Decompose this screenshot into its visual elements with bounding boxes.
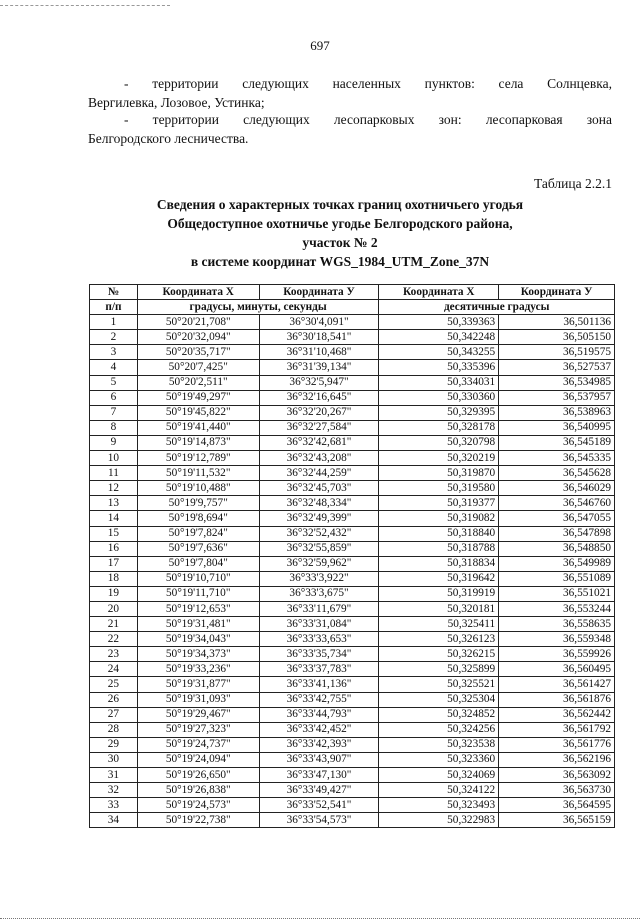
cell-x-dms: 50°20'35,717" [137, 345, 259, 360]
cell-y-dec: 36,501136 [499, 315, 615, 330]
cell-x-dms: 50°19'8,694" [137, 511, 259, 526]
header-x-dec: Координата X [379, 285, 499, 300]
cell-x-dms: 50°19'11,532" [137, 466, 259, 481]
cell-x-dms: 50°19'7,804" [137, 556, 259, 571]
cell-y-dms: 36°33'49,427" [259, 783, 379, 798]
cell-num: 6 [90, 390, 138, 405]
table-row [90, 768, 615, 783]
paragraph-line: Белгородского лесничества. [88, 131, 249, 146]
cell-y-dec: 36,563092 [499, 768, 615, 783]
cell-num: 32 [90, 783, 138, 798]
cell-x-dec: 50,323493 [379, 798, 499, 813]
coordinates-table [89, 284, 615, 828]
cell-y-dms: 36°33'43,907" [259, 752, 379, 767]
cell-y-dec: 36,537957 [499, 390, 615, 405]
cell-x-dms: 50°19'31,877" [137, 677, 259, 692]
paragraph-line: Вергилевка, Лозовое, Устинка; [88, 95, 265, 110]
paragraph-line: - территории следующих населенных пунктов: села Солнцевка, [124, 76, 612, 91]
cell-y-dms: 36°33'11,679" [259, 601, 379, 616]
cell-x-dec: 50,324069 [379, 768, 499, 783]
cell-x-dms: 50°19'49,297" [137, 390, 259, 405]
cell-y-dec: 36,549989 [499, 556, 615, 571]
header-num: № [90, 285, 138, 300]
paragraph-forest-zones [88, 110, 612, 148]
cell-y-dms: 36°31'39,134" [259, 360, 379, 375]
cell-y-dec: 36,563730 [499, 783, 615, 798]
cell-y-dec: 36,560495 [499, 662, 615, 677]
cell-num: 28 [90, 722, 138, 737]
cell-y-dms: 36°32'44,259" [259, 466, 379, 481]
cell-x-dms: 50°19'7,824" [137, 526, 259, 541]
cell-x-dec: 50,319082 [379, 511, 499, 526]
header-units-dec: десятичные градусы [379, 300, 615, 315]
cell-y-dms: 36°33'3,675" [259, 586, 379, 601]
cell-y-dec: 36,559926 [499, 647, 615, 662]
cell-x-dec: 50,324122 [379, 783, 499, 798]
table-row [90, 813, 615, 828]
cell-y-dms: 36°33'52,541" [259, 798, 379, 813]
cell-x-dec: 50,320219 [379, 451, 499, 466]
cell-num: 15 [90, 526, 138, 541]
cell-y-dec: 36,559348 [499, 632, 615, 647]
table-row [90, 541, 615, 556]
cell-y-dms: 36°32'55,859" [259, 541, 379, 556]
table-row [90, 707, 615, 722]
cell-y-dms: 36°33'41,136" [259, 677, 379, 692]
cell-num: 4 [90, 360, 138, 375]
cell-x-dms: 50°19'24,573" [137, 798, 259, 813]
cell-num: 10 [90, 451, 138, 466]
table-row [90, 662, 615, 677]
cell-x-dec: 50,326215 [379, 647, 499, 662]
cell-y-dec: 36,562196 [499, 752, 615, 767]
cell-num: 14 [90, 511, 138, 526]
cell-x-dec: 50,318834 [379, 556, 499, 571]
cell-y-dms: 36°32'5,947" [259, 375, 379, 390]
cell-num: 23 [90, 647, 138, 662]
cell-x-dms: 50°19'34,373" [137, 647, 259, 662]
cell-x-dms: 50°19'26,838" [137, 783, 259, 798]
header-units-dms: градусы, минуты, секунды [137, 300, 379, 315]
cell-y-dec: 36,548850 [499, 541, 615, 556]
cell-num: 1 [90, 315, 138, 330]
table-row [90, 315, 615, 330]
cell-x-dec: 50,324256 [379, 722, 499, 737]
cell-y-dec: 36,561427 [499, 677, 615, 692]
table-row [90, 405, 615, 420]
cell-y-dms: 36°32'16,645" [259, 390, 379, 405]
cell-x-dec: 50,329395 [379, 405, 499, 420]
cell-x-dms: 50°19'31,093" [137, 692, 259, 707]
cell-x-dec: 50,319580 [379, 481, 499, 496]
cell-x-dms: 50°19'24,737" [137, 737, 259, 752]
cell-y-dec: 36,561876 [499, 692, 615, 707]
table-row [90, 526, 615, 541]
cell-y-dms: 36°33'54,573" [259, 813, 379, 828]
cell-num: 2 [90, 330, 138, 345]
cell-x-dms: 50°19'31,481" [137, 617, 259, 632]
cell-x-dec: 50,325304 [379, 692, 499, 707]
header-x-dms: Координата X [137, 285, 259, 300]
cell-x-dec: 50,328178 [379, 420, 499, 435]
cell-x-dec: 50,342248 [379, 330, 499, 345]
table-row [90, 677, 615, 692]
table-row [90, 375, 615, 390]
cell-x-dms: 50°19'10,488" [137, 481, 259, 496]
cell-x-dms: 50°19'22,738" [137, 813, 259, 828]
table-row [90, 617, 615, 632]
cell-x-dms: 50°19'9,757" [137, 496, 259, 511]
cell-y-dec: 36,547898 [499, 526, 615, 541]
cell-x-dec: 50,325521 [379, 677, 499, 692]
cell-x-dms: 50°20'2,511" [137, 375, 259, 390]
table-row [90, 556, 615, 571]
table-row [90, 466, 615, 481]
cell-num: 19 [90, 586, 138, 601]
cell-x-dec: 50,335396 [379, 360, 499, 375]
cell-num: 5 [90, 375, 138, 390]
cell-x-dec: 50,319377 [379, 496, 499, 511]
cell-num: 34 [90, 813, 138, 828]
table-label: Таблица 2.2.1 [534, 176, 612, 191]
table-row [90, 360, 615, 375]
cell-x-dms: 50°19'24,094" [137, 752, 259, 767]
cell-y-dec: 36,565159 [499, 813, 615, 828]
cell-x-dms: 50°19'33,236" [137, 662, 259, 677]
cell-y-dec: 36,540995 [499, 420, 615, 435]
table-row [90, 586, 615, 601]
cell-y-dec: 36,545628 [499, 466, 615, 481]
cell-y-dec: 36,558635 [499, 617, 615, 632]
cell-num: 25 [90, 677, 138, 692]
cell-num: 24 [90, 662, 138, 677]
cell-y-dms: 36°33'37,783" [259, 662, 379, 677]
cell-num: 29 [90, 737, 138, 752]
cell-y-dec: 36,538963 [499, 405, 615, 420]
cell-x-dec: 50,339363 [379, 315, 499, 330]
cell-y-dms: 36°32'27,584" [259, 420, 379, 435]
table-row [90, 390, 615, 405]
cell-num: 27 [90, 707, 138, 722]
cell-x-dec: 50,323538 [379, 737, 499, 752]
cell-x-dms: 50°19'10,710" [137, 571, 259, 586]
cell-x-dec: 50,320181 [379, 601, 499, 616]
cell-y-dec: 36,562442 [499, 707, 615, 722]
cell-num: 18 [90, 571, 138, 586]
table-row [90, 601, 615, 616]
cell-y-dec: 36,551021 [499, 586, 615, 601]
heading-line: Сведения о характерных точках границ охотничьего угодья [156, 197, 524, 212]
cell-num: 3 [90, 345, 138, 360]
cell-x-dec: 50,323360 [379, 752, 499, 767]
cell-x-dec: 50,325899 [379, 662, 499, 677]
cell-x-dms: 50°19'26,650" [137, 768, 259, 783]
heading-line: в системе координат WGS_1984_UTM_Zone_37N [190, 254, 490, 269]
cell-y-dec: 36,564595 [499, 798, 615, 813]
page-number: 697 [310, 38, 330, 53]
cell-y-dms: 36°32'48,334" [259, 496, 379, 511]
cell-x-dec: 50,330360 [379, 390, 499, 405]
table-row [90, 345, 615, 360]
cell-x-dec: 50,334031 [379, 375, 499, 390]
cell-y-dms: 36°30'4,091" [259, 315, 379, 330]
cell-y-dms: 36°32'43,208" [259, 451, 379, 466]
cell-num: 21 [90, 617, 138, 632]
table-heading [60, 195, 620, 271]
cell-x-dms: 50°19'41,440" [137, 420, 259, 435]
heading-line: Общедоступное охотничье угодье Белгородского района, [167, 216, 513, 231]
cell-y-dec: 36,545189 [499, 435, 615, 450]
cell-y-dec: 36,519575 [499, 345, 615, 360]
cell-y-dec: 36,546760 [499, 496, 615, 511]
cell-y-dec: 36,561776 [499, 737, 615, 752]
table-row [90, 783, 615, 798]
cell-y-dms: 36°32'42,681" [259, 435, 379, 450]
cell-x-dec: 50,319919 [379, 586, 499, 601]
scan-artifact-top [0, 0, 170, 6]
cell-y-dms: 36°33'35,734" [259, 647, 379, 662]
cell-num: 20 [90, 601, 138, 616]
cell-y-dec: 36,547055 [499, 511, 615, 526]
cell-x-dec: 50,343255 [379, 345, 499, 360]
cell-num: 16 [90, 541, 138, 556]
cell-y-dms: 36°33'3,922" [259, 571, 379, 586]
cell-y-dms: 36°32'52,432" [259, 526, 379, 541]
cell-y-dms: 36°33'31,084" [259, 617, 379, 632]
cell-y-dms: 36°33'47,130" [259, 768, 379, 783]
header-num-line2: п/п [90, 300, 138, 315]
cell-x-dec: 50,319642 [379, 571, 499, 586]
paragraph-settlements [88, 74, 612, 112]
cell-num: 11 [90, 466, 138, 481]
table-row [90, 752, 615, 767]
table-row [90, 737, 615, 752]
cell-x-dec: 50,318788 [379, 541, 499, 556]
paragraph-line: - территории следующих лесопарковых зон: лесопарковая зона [124, 112, 612, 127]
cell-x-dec: 50,326123 [379, 632, 499, 647]
cell-num: 8 [90, 420, 138, 435]
cell-y-dec: 36,553244 [499, 601, 615, 616]
cell-num: 13 [90, 496, 138, 511]
table-row [90, 798, 615, 813]
cell-x-dms: 50°19'27,323" [137, 722, 259, 737]
cell-y-dec: 36,527537 [499, 360, 615, 375]
cell-num: 33 [90, 798, 138, 813]
cell-x-dms: 50°20'21,708" [137, 315, 259, 330]
cell-x-dms: 50°19'12,653" [137, 601, 259, 616]
cell-x-dms: 50°19'11,710" [137, 586, 259, 601]
table-row [90, 722, 615, 737]
cell-x-dms: 50°19'12,789" [137, 451, 259, 466]
cell-y-dms: 36°32'49,399" [259, 511, 379, 526]
cell-y-dec: 36,551089 [499, 571, 615, 586]
cell-y-dms: 36°33'42,393" [259, 737, 379, 752]
cell-x-dec: 50,322983 [379, 813, 499, 828]
cell-x-dec: 50,324852 [379, 707, 499, 722]
cell-x-dms: 50°19'14,873" [137, 435, 259, 450]
table-row [90, 692, 615, 707]
cell-x-dec: 50,320798 [379, 435, 499, 450]
cell-x-dec: 50,325411 [379, 617, 499, 632]
scan-artifact-bottom [0, 917, 640, 919]
cell-num: 9 [90, 435, 138, 450]
table-row [90, 571, 615, 586]
cell-y-dms: 36°30'18,541" [259, 330, 379, 345]
cell-y-dms: 36°32'45,703" [259, 481, 379, 496]
cell-num: 17 [90, 556, 138, 571]
cell-y-dec: 36,534985 [499, 375, 615, 390]
cell-x-dec: 50,318840 [379, 526, 499, 541]
cell-y-dec: 36,545335 [499, 451, 615, 466]
table-row [90, 451, 615, 466]
cell-num: 31 [90, 768, 138, 783]
header-y-dec: Координата У [499, 285, 615, 300]
cell-y-dms: 36°33'44,793" [259, 707, 379, 722]
cell-x-dms: 50°20'32,094" [137, 330, 259, 345]
cell-y-dec: 36,561792 [499, 722, 615, 737]
cell-num: 30 [90, 752, 138, 767]
table-row [90, 632, 615, 647]
table-row [90, 330, 615, 345]
table-row [90, 481, 615, 496]
cell-x-dms: 50°19'34,043" [137, 632, 259, 647]
cell-y-dms: 36°33'33,653" [259, 632, 379, 647]
cell-y-dec: 36,505150 [499, 330, 615, 345]
cell-y-dms: 36°33'42,452" [259, 722, 379, 737]
cell-x-dec: 50,319870 [379, 466, 499, 481]
cell-x-dms: 50°19'45,822" [137, 405, 259, 420]
heading-line: участок № 2 [302, 235, 378, 250]
cell-y-dms: 36°33'42,755" [259, 692, 379, 707]
table-row [90, 496, 615, 511]
header-y-dms: Координата У [259, 285, 379, 300]
cell-x-dms: 50°19'29,467" [137, 707, 259, 722]
cell-y-dms: 36°32'59,962" [259, 556, 379, 571]
cell-y-dec: 36,546029 [499, 481, 615, 496]
table-row [90, 647, 615, 662]
cell-num: 22 [90, 632, 138, 647]
cell-x-dms: 50°19'7,636" [137, 541, 259, 556]
table-row [90, 511, 615, 526]
cell-num: 12 [90, 481, 138, 496]
table-row [90, 420, 615, 435]
cell-y-dms: 36°31'10,468" [259, 345, 379, 360]
cell-x-dms: 50°20'7,425" [137, 360, 259, 375]
cell-num: 26 [90, 692, 138, 707]
cell-y-dms: 36°32'20,267" [259, 405, 379, 420]
table-row [90, 435, 615, 450]
table-body [90, 315, 615, 828]
cell-num: 7 [90, 405, 138, 420]
